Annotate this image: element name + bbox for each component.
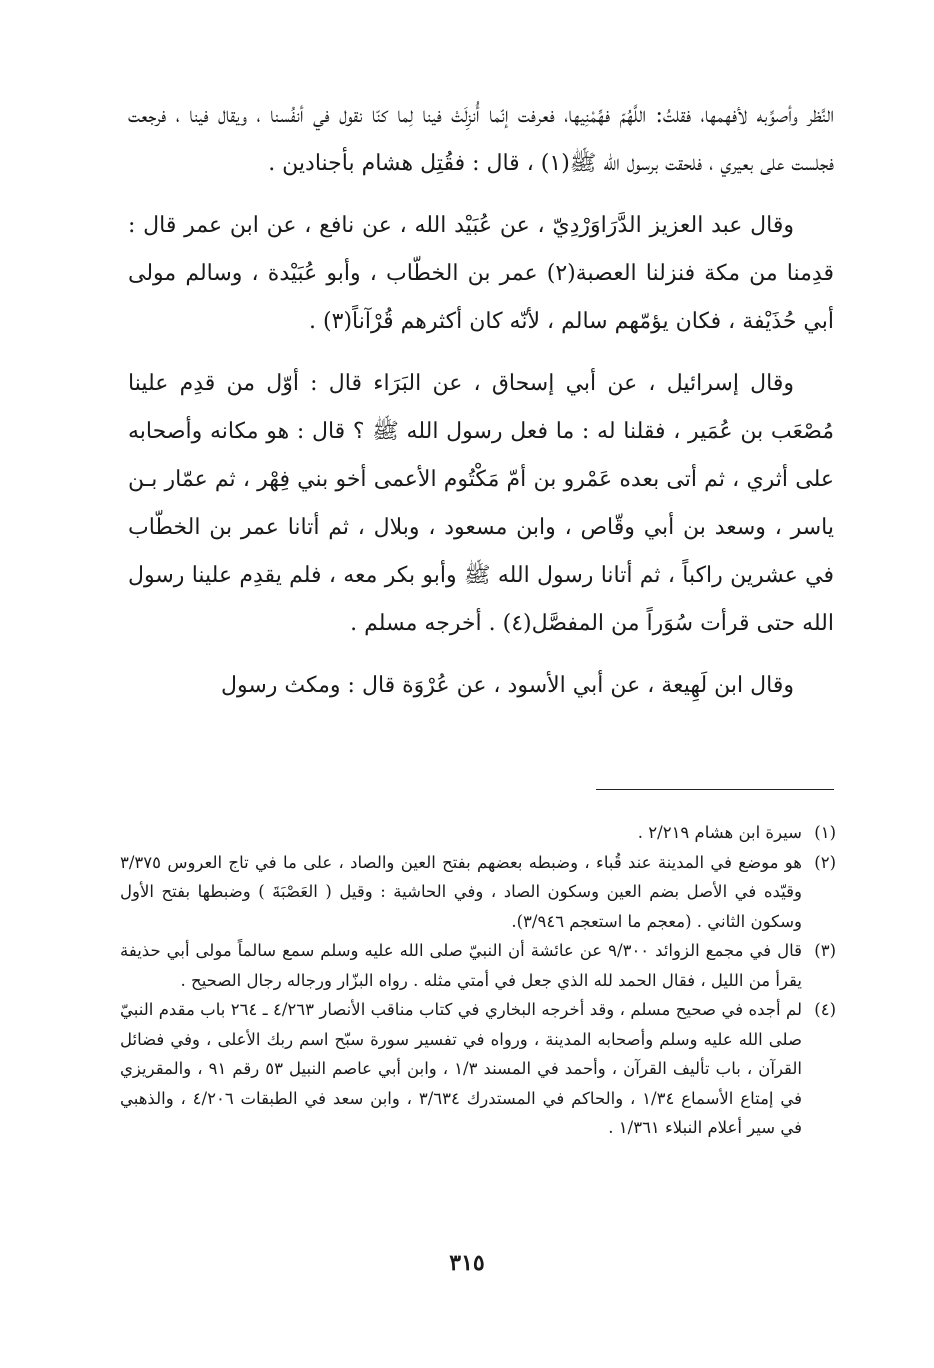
main-text xyxy=(128,92,834,724)
footnotes xyxy=(120,818,836,1143)
paragraph-2: وقال عبد العزيز الدَّرَاوَرْدِيّ ، عن عُبَيْد الله ، عن نافع ، عن ابن عمر قال : قدِمنا من مكة فنزلنا العصبة(٢) عمر بن الخطّاب ، وأبو عُبَيْدة ، وسالم مولى أبي حُذَيْفة ، فكان يؤمّهم سالم ، لأنّه كان أكثرهم قُرْآناً(٣) . xyxy=(128,213,834,334)
footnote-number: (١) xyxy=(814,823,836,842)
paragraph-1: النَّظر وأصوِّبه لأفهمها، فقلتُ: اللَّهُمّ فهِّمْنِيها، فعرفت إنّما أُنزِلَتْ فينا لِما كنّا نقول في أنفُسنا ، ويقال فينا ، فرجعت فجلست على بعيري ، فلحقت برسول الله ﷺ(١) ، قال : فقُتِل هشام بأجنادين . xyxy=(128,103,834,176)
footnote-3 xyxy=(120,936,836,995)
page-number: ٣١٥ xyxy=(449,1250,485,1276)
footnote-text: هو موضع في المدينة عند قُباء ، وضبطه بعضهم بفتح العين والصاد ، على ما في تاج العروس ٣/٣٧٥ وقيّده في الأصل بضم العين وسكون الصاد ، وفي الحاشية : وقيل ( العَصْبَةَ ) وضبطها بفتح الأول وسكون الثاني . (معجم ما استعجم ٣/٩٤٦). xyxy=(120,852,802,931)
footnote-separator xyxy=(596,789,834,790)
footnote-1 xyxy=(120,818,836,848)
footnote-4 xyxy=(120,995,836,1143)
footnote-number: (٣) xyxy=(814,941,836,960)
footnote-2 xyxy=(120,848,836,937)
paragraph-4: وقال ابن لَهِيعة ، عن أبي الأسود ، عن عُرْوَة قال : ومكث رسول xyxy=(221,673,794,698)
footnote-text: سيرة ابن هشام ٢/٢١٩ . xyxy=(637,823,802,842)
footnote-number: (٤) xyxy=(814,1000,836,1019)
paragraph-3: وقال إسرائيل ، عن أبي إسحاق ، عن البَرَاء قال : أوّل من قدِم علينا مُصْعَب بن عُمَير ، فقلنا له : ما فعل رسول الله ﷺ ؟ قال : هو مكانه وأصحابه على أثري ، ثم أتى بعده عَمْرو بن أمّ مَكْتُوم الأعمى أخو بني فِهْر ، ثم عمّار بـن ياسر ، وسعد بن أبي وقّاص ، وابن مسعود ، وبلال ، ثم أتانا عمر بن الخطّاب في عشرين راكباً ، ثم أتانا رسول الله ﷺ وأبو بكر معه ، فلم يقدِم علينا رسول الله حتى قرأت سُوَراً من المفصَّل(٤) . أخرجه مسلم . xyxy=(128,371,834,636)
footnote-text: قال في مجمع الزوائد ٩/٣٠٠ عن عائشة أن النبيّ صلى الله عليه وسلم سمع سالماً مولى أبي حذيفة يقرأ من الليل ، فقال الحمد لله الذي جعل في أمتي مثله . رواه البزّار ورجاله رجال الصحيح . xyxy=(120,941,803,990)
footnote-number: (٢) xyxy=(814,852,836,872)
footnote-text: لم أجده في صحيح مسلم ، وقد أخرجه البخاري في كتاب مناقب الأنصار ٤/٢٦٣ ـ ٢٦٤ باب مقدم النبيّ صلى الله عليه وسلم وأصحابه المدينة ، ورواه في تفسير سورة سبّح اسم ربك الأعلى ، وفي فضائل القرآن ، باب تأليف القرآن ، وأحمد في المسند ١/٣ ، وابن أبي عاصم النبيل ٥٣ رقم ٩١ ، والمقريزي في إمتاع الأسماع ١/٣٤ ، والحاكم في المستدرك ٣/٦٣٤ ، وابن سعد في الطبقات ٤/٢٠٦ ، والذهبي في سير أعلام النبلاء ١/٣٦١ . xyxy=(120,1000,803,1137)
